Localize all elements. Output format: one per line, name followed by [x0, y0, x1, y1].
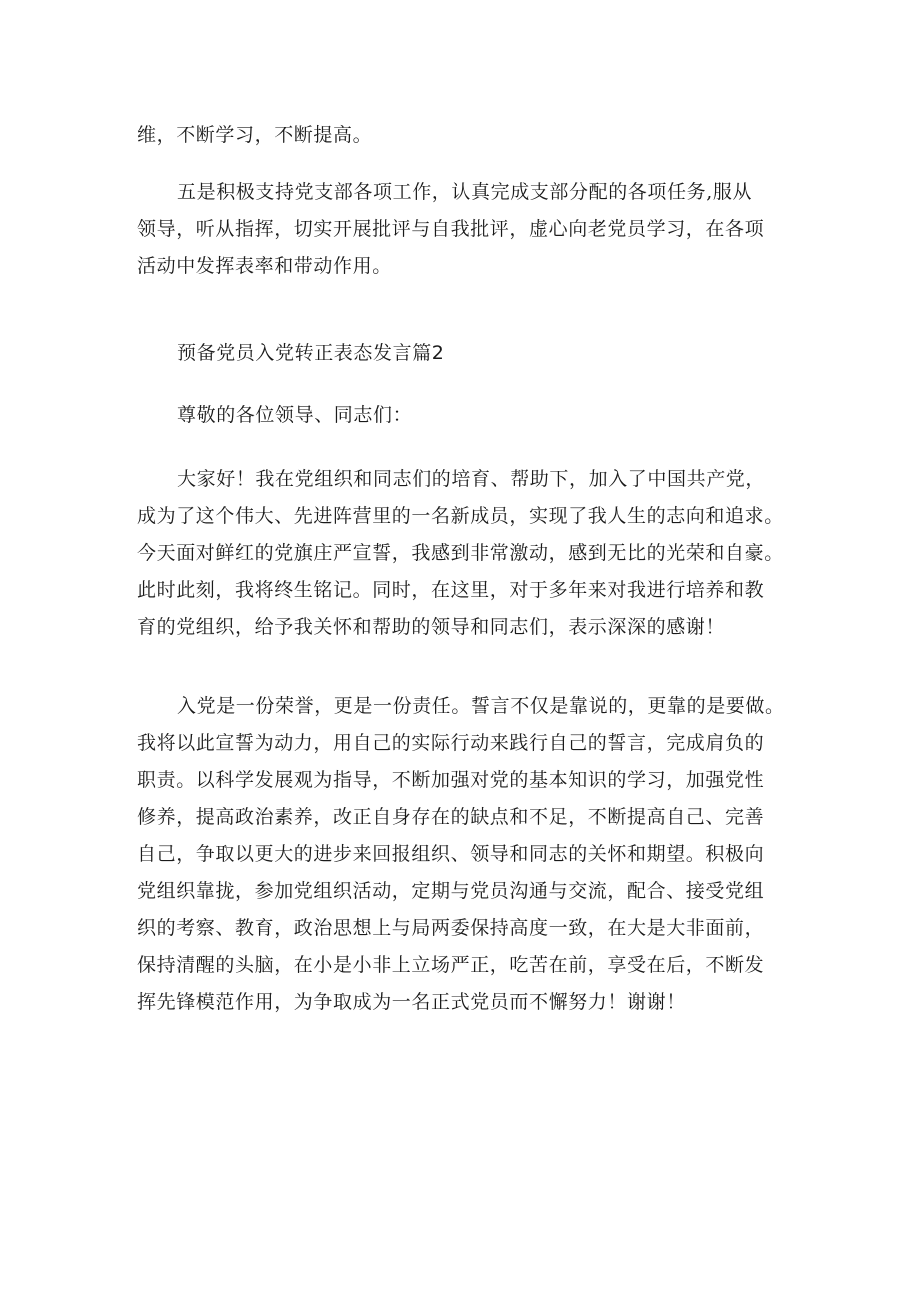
paragraph-line: 织的考察、教育，政治思想上与局两委保持高度一致，在大是大非面前， [137, 917, 765, 939]
salutation-block [137, 397, 777, 434]
paragraph-line: 大家好！我在党组织和同志们的培育、帮助下，加入了中国共产党， [177, 468, 766, 490]
paragraph-line: 育的党组织，给予我关怀和帮助的领导和同志们，表示深深的感谢！ [137, 616, 726, 638]
paragraph-line: 我将以此宣誓为动力，用自己的实际行动来践行自己的誓言，完成肩负的 [137, 732, 765, 754]
section-heading-block [137, 335, 777, 372]
paragraph-line: 挥先锋模范作用，为争取成为一名正式党员而不懈努力！谢谢！ [137, 991, 686, 1013]
paragraph-line: 五是积极支持党支部各项工作，认真完成支部分配的各项任务,服从 [177, 181, 753, 203]
paragraph-line: 保持清醒的头脑，在小是小非上立场严正，吃苦在前，享受在后，不断发 [137, 954, 765, 976]
paragraph-line: 活动中发挥表率和带动作用。 [137, 255, 392, 277]
paragraph-continuation [137, 117, 777, 154]
paragraph-item-five [137, 174, 777, 285]
paragraph-line: 自己，争取以更大的进步来回报组织、领导和同志的关怀和期望。积极向 [137, 843, 765, 865]
paragraph-line: 职责。以科学发展观为指导，不断加强对党的基本知识的学习，加强党性 [137, 769, 765, 791]
paragraph-line: 此时此刻，我将终生铭记。同时，在这里，对于多年来对我进行培养和教 [137, 579, 765, 601]
paragraph-line: 领导，听从指挥，切实开展批评与自我批评，虚心向老党员学习，在各项 [137, 218, 765, 240]
paragraph-greeting [137, 461, 784, 646]
paragraph-line: 维，不断学习，不断提高。 [137, 124, 373, 146]
paragraph-commitment [137, 688, 785, 1021]
paragraph-line: 党组织靠拢，参加党组织活动，定期与党员沟通与交流，配合、接受党组 [137, 880, 765, 902]
paragraph-line: 修养，提高政治素养，改正自身存在的缺点和不足，不断提高自己、完善 [137, 806, 765, 828]
paragraph-line: 入党是一份荣誉，更是一份责任。誓言不仅是靠说的，更靠的是要做。 [177, 695, 785, 717]
section-heading: 预备党员入党转正表态发言篇2 [177, 342, 445, 364]
salutation: 尊敬的各位领导、同志们： [177, 404, 413, 426]
paragraph-line: 今天面对鲜红的党旗庄严宣誓，我感到非常激动，感到无比的光荣和自豪。 [137, 542, 784, 564]
paragraph-line: 成为了这个伟大、先进阵营里的一名新成员，实现了我人生的志向和追求。 [137, 505, 784, 527]
